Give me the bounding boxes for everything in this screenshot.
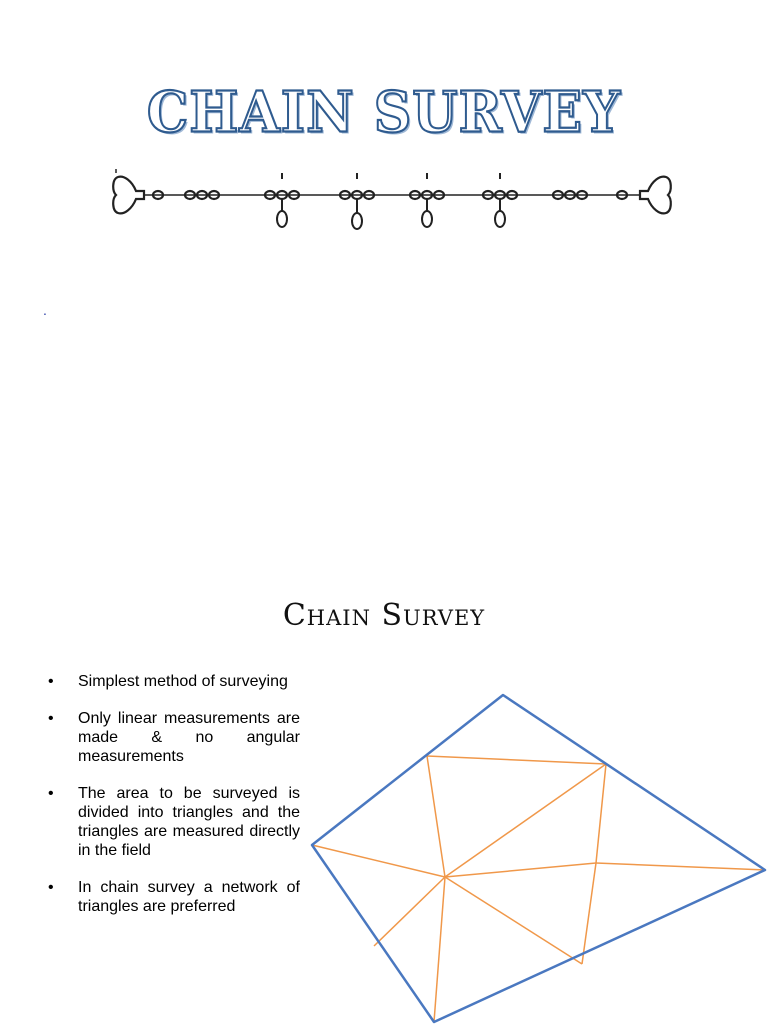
bullet-item: [48, 709, 300, 766]
right-handle: [640, 177, 671, 214]
slide-2: [0, 520, 768, 1024]
bullet-item: [48, 784, 300, 860]
triangulation-diagram-icon: [300, 685, 768, 1024]
slide-1-title: CHAIN SURVEY: [146, 79, 622, 146]
bullet-text: Simplest method of surveying: [78, 673, 288, 690]
stray-mark: .: [43, 302, 47, 318]
bullet-text: The area to be surveyed is divided into triangles and the triangles are measured directly in the field: [78, 785, 300, 859]
bullet-icon: •: [48, 710, 54, 727]
bullet-icon: •: [48, 785, 54, 802]
bullet-item: [48, 878, 300, 916]
bullet-item: [48, 672, 300, 691]
bullet-list: [48, 672, 300, 934]
bullet-text: In chain survey a network of triangles are preferred: [78, 879, 300, 915]
bullet-icon: •: [48, 673, 54, 690]
outline-polygon: [312, 695, 765, 1022]
bullet-icon: •: [48, 879, 54, 896]
triangle-lines: [312, 756, 765, 1022]
slide-2-title: Chain Survey: [282, 598, 486, 633]
chain-illustration-icon: [110, 165, 674, 237]
bullet-text: Only linear measurements are made & no angular measurements: [78, 710, 300, 765]
left-handle: [113, 177, 144, 214]
